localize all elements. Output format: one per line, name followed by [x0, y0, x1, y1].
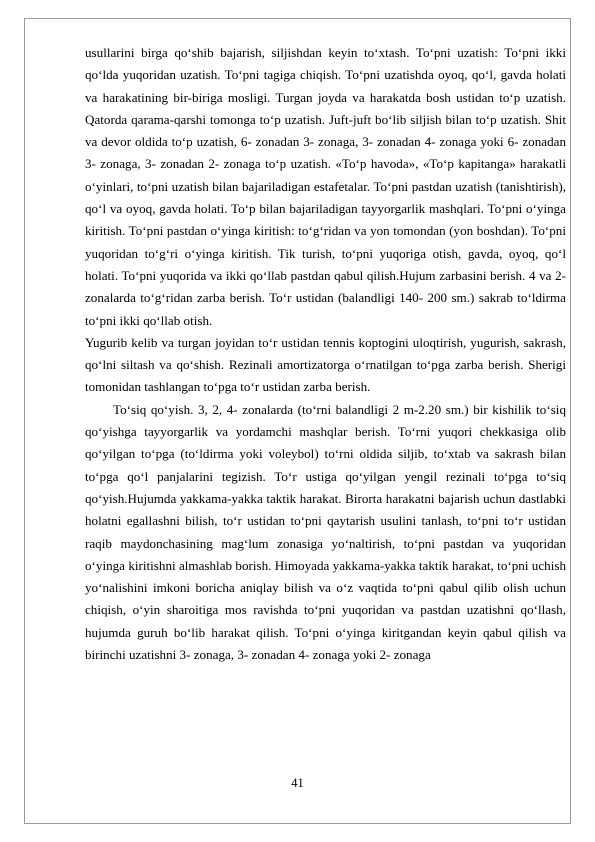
page-number: 41: [291, 776, 304, 790]
paragraph-1: usullarini birga qo‘shib bajarish, siljishdan keyin to‘xtash. To‘pni uzatish: To‘pni ikki qo‘lda yuqoridan uzatish. To‘pni tagiga chiqish. To‘pni uzatishda oyoq, qo‘l, gavda holati va harakatining bir-biriga mosligi. Turgan joyda va harakatda bosh ustidan to‘p uzatish. Qatorda qarama-qarshi tomonga to‘p uzatish. Juft-juft bo‘lib siljish bilan to‘p uzatish. Shit va devor oldida to‘p uzatish, 6- zonadan 3- zonaga, 3- zonadan 4- zonaga yoki 6- zonadan 3- zonaga, 3- zonadan 2- zonaga to‘p uzatish. «To‘p havoda», «To‘p kapitanga» harakatli o‘yinlari, to‘pni uzatish bilan bajariladigan estafetalar. To‘pni pastdan uzatish (tanishtirish), qo‘l va oyoq, gavda holati. To‘p bilan bajariladigan tayyorgarlik mashqlari. To‘pni o‘yinga kiritish. To‘pni pastdan o‘yinga kiritish: to‘g‘ridan va yon tomondan (yon boshdan). To‘pni yuqoridan to‘g‘ri o‘yinga kiritish. Tik turish, to‘pni yuqoriga otish, gavda, oyoq, qo‘l holati. To‘pni yuqorida va ikki qo‘llab pastdan qabul qilish.Hujum zarbasini berish. 4 va 2- zonalarda to‘g‘ridan zarba berish. To‘r ustidan (balandligi 140- 200 sm.) sakrab to‘ldirma to‘pni ikki qo‘llab otish.: [85, 45, 566, 328]
paragraph-3: To‘siq qo‘yish. 3, 2, 4- zonalarda (to‘rni balandligi 2 m-2.20 sm.) bir kishilik to‘siq qo‘yishga tayyorgarlik va yordamchi mashqlar berish. To‘rni yuqori chekkasiga olib qo‘yilgan to‘pga (to‘ldirma yoki voleybol) to‘rni oldida siljib, to‘xtab va sakrash bilan to‘pga qo‘l panjalarini tegizish. To‘r ustiga qo‘yilgan yengil rezinali to‘pga to‘siq qo‘yish.Hujumda yakkama-yakka taktik harakat. Birorta harakatni bajarish uchun dastlabki holatni egallashni bilish, to‘r ustidan to‘pni qaytarish usulini tanlash, to‘pni to‘r ustidan raqib maydonchasining mag‘lum zonasiga yo‘naltirish, to‘pni pastdan va yuqoridan o‘yinga kiritishni almashlab borish. Himoyada yakkama-yakka taktik harakat, to‘pni uchish yo‘nalishini imkoni boricha aniqlay bilish va o‘z vaqtida to‘pni qabul qilib olish uchun chiqish, o‘yin sharoitiga mos ravishda to‘pni yuqoridan va pastdan uzatishni qo‘llash, hujumda guruh bo‘lib harakat qilish. To‘pni o‘yinga kiritgandan keyin qabul qilish va birinchi uzatishni 3- zonaga, 3- zonadan 4- zonaga yoki 2- zonaga: [85, 401, 566, 663]
paragraph-2: Yugurib kelib va turgan joyidan to‘r ustidan tennis koptogini uloqtirish, yugurish, sakrash, qo‘lni siltash va qo‘shish. Rezinali amortizatorga o‘rnatilgan to‘pga zarba berish. Sherigi tomonidan tashlangan to‘pga to‘r ustidan zarba berish.: [85, 334, 566, 395]
document-body: [85, 42, 566, 666]
